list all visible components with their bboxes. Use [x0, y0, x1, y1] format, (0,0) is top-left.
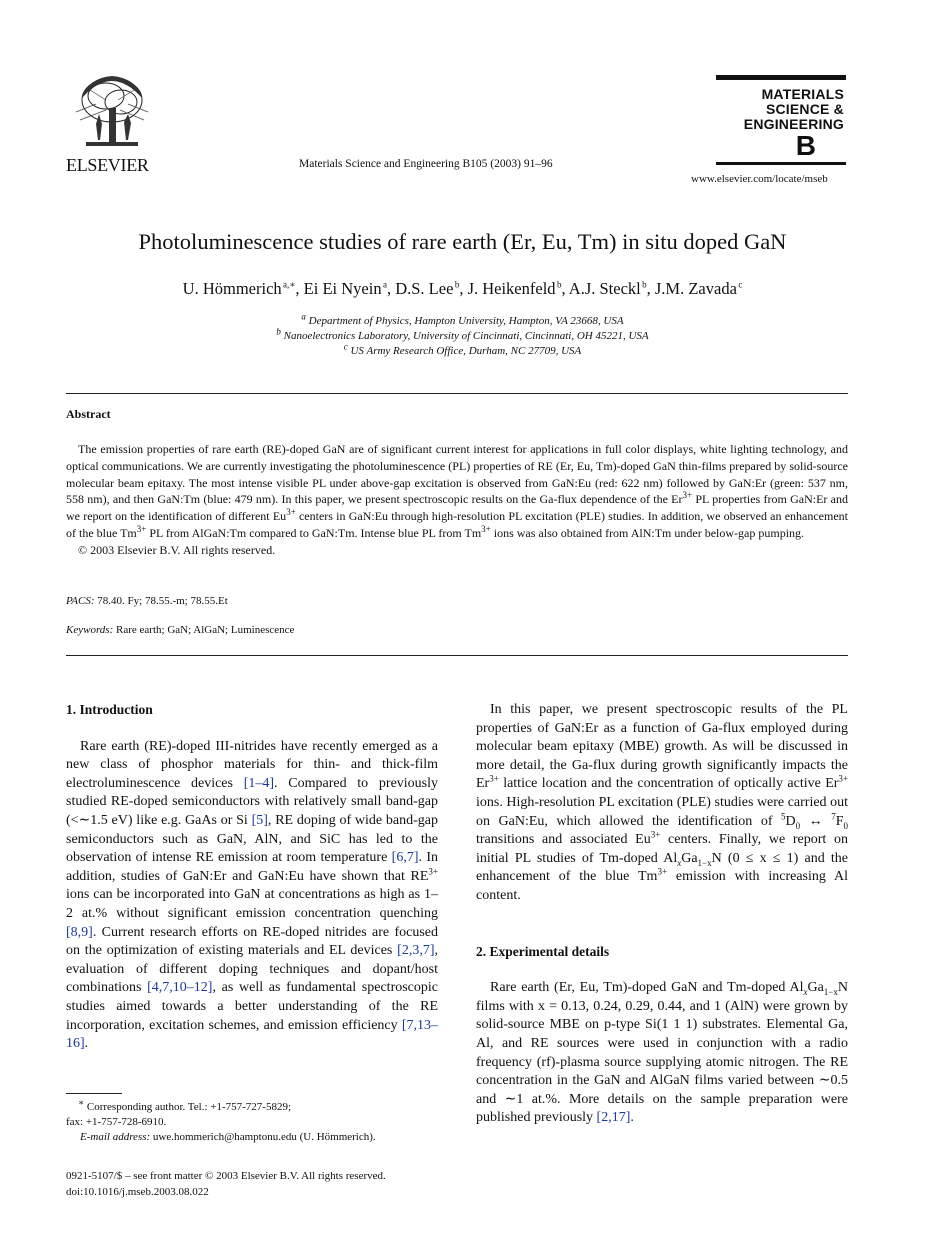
citation-link[interactable]: [1–4]: [243, 775, 275, 791]
email-link[interactable]: uwe.hommerich@hamptonu.edu (U. Hömmerich).: [150, 1131, 376, 1143]
citation-link[interactable]: [4,7,10–12]: [147, 980, 213, 996]
publisher-name: ELSEVIER: [66, 155, 149, 175]
divider: [66, 655, 848, 656]
abstract-body: [66, 441, 848, 559]
affiliation: $^a$ Department of Physics, Hampton University, Hampton, VA 23668, USA: [301, 311, 624, 327]
experimental-paragraph: Rare earth (Er, Eu, Tm)-doped GaN and Tm-doped $Al_xGa_{1-x}N$ films with x = 0.13, 0.24, 0.29, 0.44, and 1 (AlN) were grown by solid-source MBE on p-type Si(1 1 1) substrates. Elemental Ga, Al, and RE sources were used in conjunction with a radio frequency (rf)-plasma source supplying atomic nitrogen. The RE concentration in the GaN and AlGaN films varied between ∼0.5 and ∼1 at.%. More details on the sample preparation were published previously [2,17].: [476, 980, 848, 1126]
intro-continuation-paragraph: In this paper, we present spectroscopic results of the PL properties of GaN:Er as a function of Ga-flux employed during molecular beam epitaxy (MBE) growth. As will be discussed in more detail, the Ga-flux during growth significantly impacts the $Er^{3+}$ lattice location and the concentration of optically active $Er^{3+}$ ions. High-resolution PL excitation (PLE) studies were carried out on GaN:Eu, which allowed the identification of $^5D_0$ ↔ $^7F_0$ transitions and associated $Eu^{3+}$ centers. Finally, we report on initial PL studies of Tm-doped $Al_xGa_{1-x}N$ (0 ≤ x ≤ 1) and the enhancement of the blue $Tm^{3+}$ emission with increasing Al content.: [476, 702, 848, 903]
introduction-paragraph: Rare earth (RE)-doped III-nitrides have recently emerged as a new class of phosphor materials for thin- and thick-film electroluminescence devices [1–4]. Compared to previously studied RE-doped semiconductors with relatively small band-gap (<∼1.5 eV) like e.g. GaAs or Si [5], RE doping of wide band-gap semiconductors such as GaN, AlN, and SiC has led to the observation of intense RE emission at room temperature [6,7]. In addition, studies of GaN:Er and GaN:Eu have shown that $RE^{3+}$ ions can be incorporated into GaN at concentrations as high as 1–2 at.% without significant emission concentration quenching [8,9]. Current research efforts on RE-doped nitrides are focused on the optimization of existing materials and EL devices [2,3,7], evaluation of different doping techniques and dopant/host combinations [4,7,10–12], as well as fundamental spectroscopic studies aimed towards a better understanding of the RE incorporation, excitation schemes, and emission efficiency [7,13–16].: [66, 738, 439, 1052]
author: J.M. Zavada: [654, 279, 737, 298]
elsevier-logo: [66, 72, 158, 175]
citation-link[interactable]: [2,3,7]: [397, 943, 435, 959]
journal-logo-letter: B: [795, 130, 816, 161]
affiliation: $^c$ US Army Research Office, Durham, NC 27709, USA: [343, 341, 582, 357]
author: Ei Ei Nyein: [303, 279, 382, 298]
footnote-divider: [66, 1093, 122, 1094]
bottom-info: [66, 1168, 386, 1200]
citation-link[interactable]: [5]: [251, 812, 268, 828]
author: A.J. Steckl: [568, 279, 641, 298]
issn-line: 0921-5107/$ – see front matter © 2003 Elsevier B.V. All rights reserved.: [66, 1170, 386, 1182]
fax-note: fax: +1-757-728-6910.: [66, 1116, 167, 1128]
email-note: E-mail address: uwe.hommerich@hamptonu.edu (U. Hömmerich).: [80, 1131, 376, 1143]
abstract-text: The emission properties of rare earth (RE)-doped GaN are of significant current interest for applications in full color displays, white lighting technology, and optical communications. We are currently investigating the photoluminescence (PL) properties of RE (Er, Eu, Tm)-doped GaN thin-films prepared by solid-source molecular beam epitaxy. The most intense visible PL under above-gap excitation is observed from GaN:Eu (red: 622 nm) followed by GaN:Er (green: 537 nm, 558 nm), and then GaN:Tm (blue: 479 nm). In this paper, we present spectroscopic results on the Ga-flux dependence of the $Er^{3+}$ PL properties from GaN:Er and we report on the identification of different $Eu^{3+}$ centers in GaN:Eu through high-resolution PL excitation (PLE) studies. In addition, we observed an enhancement of the blue $Tm^{3+}$ PL from AlGaN:Tm compared to GaN:Tm. Intense blue PL from $Tm^{3+}$ ions was also obtained from AlN:Tm under below-gap pumping.: [66, 442, 849, 540]
logo-bottom-rule: [716, 162, 846, 165]
elsevier-tree-icon: [66, 72, 158, 152]
journal-logo-title: MATERIALS SCIENCE & ENGINEERING: [743, 86, 844, 132]
section-heading-experimental: 2. Experimental details: [476, 943, 610, 959]
right-column: [476, 701, 848, 1128]
left-column: [66, 701, 438, 1054]
section-heading-introduction: 1. Introduction: [66, 702, 153, 717]
citation-link[interactable]: [8,9]: [66, 924, 93, 940]
article-title: Photoluminescence studies of rare earth (Er, Eu, Tm) in situ doped GaN: [138, 229, 787, 254]
author: D.S. Lee: [395, 279, 454, 298]
journal-logo: [716, 75, 846, 165]
citation-link[interactable]: [6,7]: [391, 850, 419, 866]
pacs-codes: PACS: 78.40. Fy; 78.55.-m; 78.55.Et: [66, 595, 228, 607]
journal-url[interactable]: www.elsevier.com/locate/mseb: [691, 173, 828, 185]
abstract-heading: Abstract: [66, 407, 111, 421]
journal-citation: Materials Science and Engineering B105 (2003) 91–96: [299, 158, 553, 170]
citation-link[interactable]: [7,13–16]: [66, 1017, 438, 1052]
affiliation: $^b$ Nanoelectronics Laboratory, University of Cincinnati, Cincinnati, OH 45221, USA: [276, 326, 649, 342]
citation-link[interactable]: [2,17]: [596, 1110, 631, 1126]
footnotes: [66, 1097, 376, 1145]
author-list: U. Hömmerich $^{a,∗}$, Ei Ei Nyein $^a$, D.S. Lee $^b$, J. Heikenfeld $^b$, A.J. Steckl $^b$, J.M. Zavada $^c$: [182, 279, 743, 298]
logo-top-rule: [716, 75, 846, 80]
author: U. Hömmerich: [182, 279, 282, 298]
author: J. Heikenfeld: [467, 279, 556, 298]
corresponding-author-note: ∗ Corresponding author. Tel.: +1-757-727-5829;: [78, 1097, 291, 1113]
copyright: © 2003 Elsevier B.V. All rights reserved.: [78, 542, 276, 557]
keywords: Keywords: Rare earth; GaN; AlGaN; Luminescence: [66, 624, 295, 636]
doi-line[interactable]: doi:10.1016/j.mseb.2003.08.022: [66, 1186, 209, 1198]
divider: [66, 393, 848, 394]
